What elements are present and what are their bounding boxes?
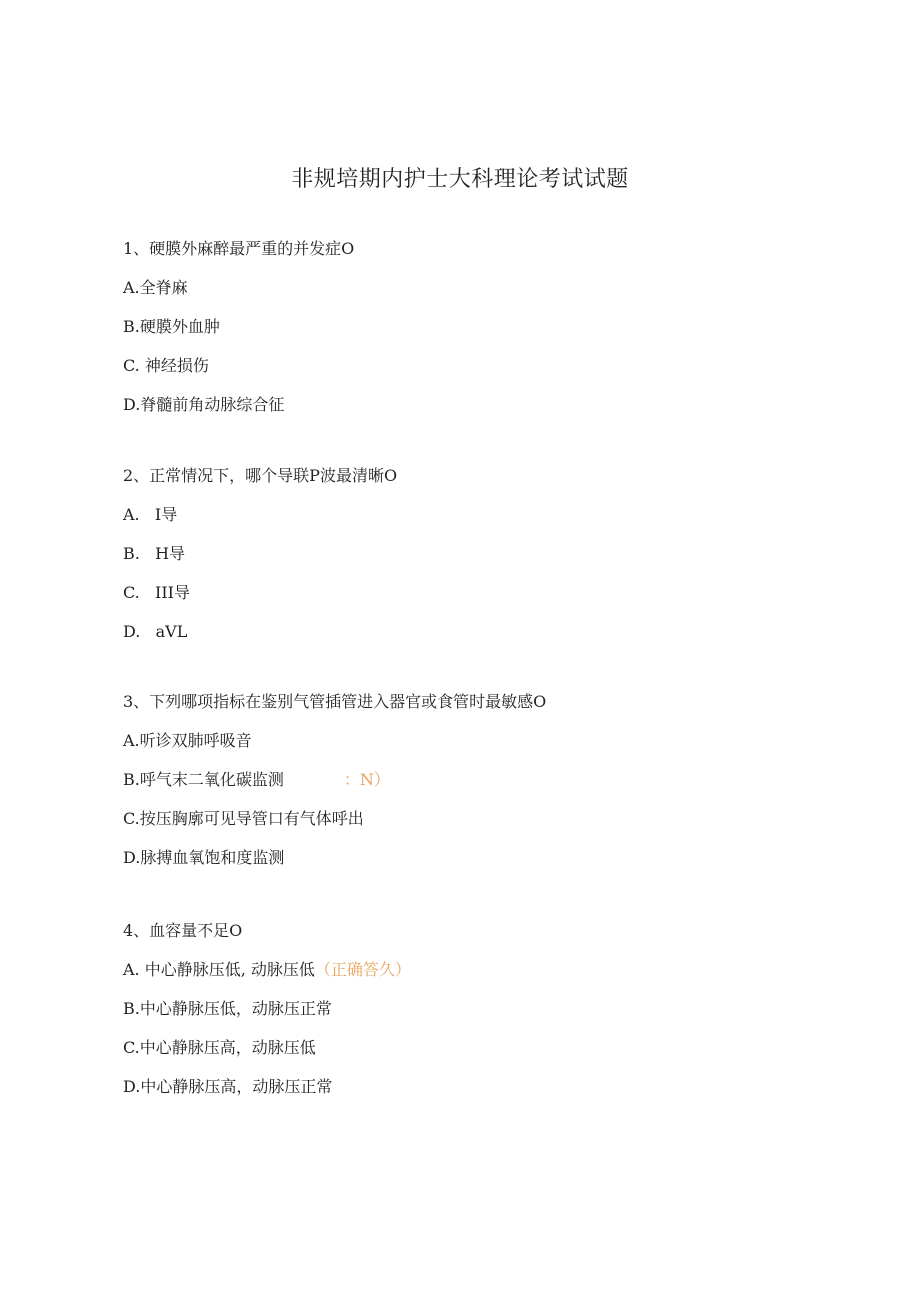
option-a: A.听诊双肺呼吸音 xyxy=(123,731,252,750)
page-title: 非规培期内护士大科理论考试试题 xyxy=(291,167,629,192)
option-a: A. I导 xyxy=(123,505,178,524)
option-a: A.全脊麻 xyxy=(123,278,188,297)
option-c: C.中心静脉压高，动脉压低 xyxy=(123,1038,316,1057)
option-b: B.呼气末二氧化碳监测 xyxy=(123,770,284,789)
question-2 xyxy=(123,466,823,642)
answer-note: ：N） xyxy=(343,770,390,789)
option-c: C.按压胸廓可见导管口有气体呼出 xyxy=(123,809,364,828)
option-list xyxy=(123,505,823,642)
answer-note: （正确答久） xyxy=(314,960,411,979)
option-b-row xyxy=(123,770,823,790)
option-c: C. III导 xyxy=(123,583,190,602)
option-b: B.硬膜外血肿 xyxy=(123,317,220,336)
option-b: B.中心静脉压低，动脉压正常 xyxy=(123,999,332,1018)
question-stem: 4、血容量不足O xyxy=(123,921,243,940)
question-4 xyxy=(123,921,823,1097)
option-d: D.脉搏血氧饱和度监测 xyxy=(123,848,285,867)
option-list xyxy=(123,278,823,415)
option-d: D. aVL xyxy=(123,622,188,641)
question-stem: 3、下列哪项指标在鉴别气管插管进入器官或食管时最敏感O xyxy=(123,692,547,711)
option-a: A. 中心静脉压低, 动脉压低 xyxy=(123,960,315,979)
option-d: D.中心静脉压高，动脉压正常 xyxy=(123,1077,333,1096)
question-stem: 1、硬膜外麻醉最严重的并发症O xyxy=(123,239,355,258)
option-b: B. H导 xyxy=(123,544,186,563)
question-stem: 2、正常情况下，哪个导联P波最清晰O xyxy=(123,466,398,485)
question-3 xyxy=(123,692,823,868)
option-list xyxy=(123,960,823,1097)
option-list xyxy=(123,731,823,868)
option-c: C. 神经损伤 xyxy=(123,356,209,375)
option-d: D.脊髓前角动脉综合征 xyxy=(123,395,285,414)
question-1 xyxy=(123,239,823,415)
option-a-row xyxy=(123,960,823,980)
